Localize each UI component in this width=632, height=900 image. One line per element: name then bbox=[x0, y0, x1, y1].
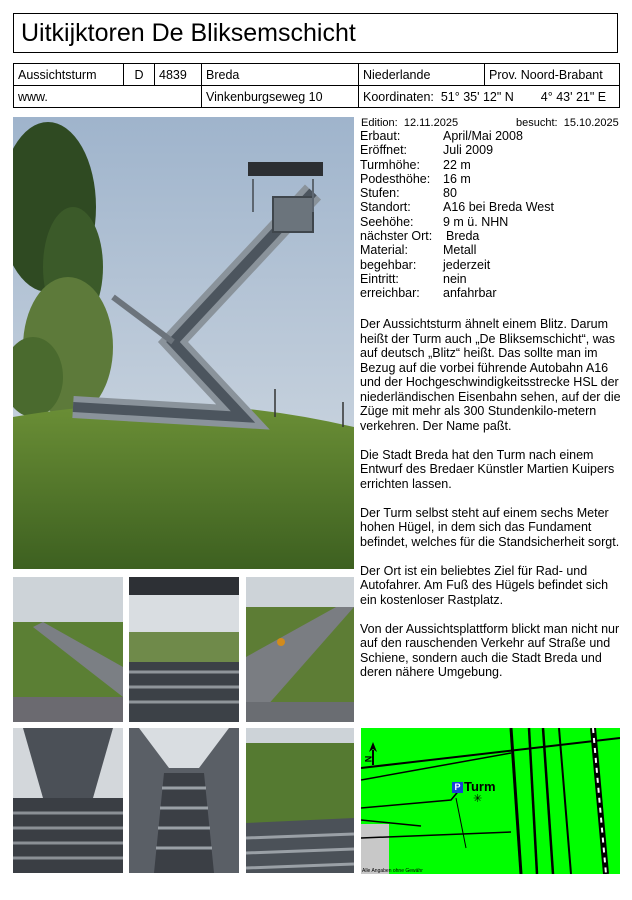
description-paragraph: Der Turm selbst steht auf einem sechs Meter hohen Hügel, in dem sich das Fundament befindet, welches für die Standsicherheit sorgt. bbox=[360, 505, 620, 549]
description bbox=[360, 317, 622, 694]
fact-row: erreichbar: anfahrbar bbox=[360, 286, 497, 301]
description-paragraph: Der Ort ist ein beliebtes Ziel für Rad- und Autofahrer. Am Fuß des Hügels befindet sich ein kostenloser Rastplatz. bbox=[360, 563, 609, 607]
province: Prov. Noord-Brabant bbox=[485, 64, 620, 86]
fact-row: Stufen: 80 bbox=[360, 186, 457, 201]
edition-label: Edition: bbox=[361, 117, 398, 129]
visited-date: 15.10.2025 bbox=[563, 117, 619, 129]
fact-row: Eintritt: nein bbox=[360, 271, 467, 286]
thumbnail-photo bbox=[13, 577, 123, 722]
fact-row: Erbaut: April/Mai 2008 bbox=[360, 129, 523, 143]
website[interactable]: www. bbox=[14, 86, 202, 108]
info-header-table bbox=[13, 63, 620, 108]
page-title: Uitkijktoren De Bliksemschicht bbox=[13, 13, 618, 53]
tower-type: Aussichtsturm bbox=[14, 64, 124, 86]
description-paragraph: Der Aussichtsturm ähnelt einem Blitz. Darum heißt der Turm auch „De Bliksemschicht“, was auf deutsch „Blitz“ heißt. Das sollte man im Bezug auf die vorbei führende Autobahn A16 und der Hochgeschwindigkeitsstrecke HSL der niederländischen Eisenbahn sehen, auf der die Züge mit mehr als 300 Stundenkilo-metern verkehren. Der Name paßt. bbox=[360, 317, 621, 433]
location-map bbox=[361, 728, 620, 874]
fact-row: nächster Ort: Breda bbox=[360, 229, 480, 244]
tower-label: Turm bbox=[464, 779, 496, 794]
parking-icon: P bbox=[452, 782, 463, 793]
city: Breda bbox=[202, 64, 359, 86]
fact-row: Turmhöhe: 22 m bbox=[360, 157, 471, 172]
fact-row: Seehöhe: 9 m ü. NHN bbox=[360, 214, 509, 229]
description-paragraph: Die Stadt Breda hat den Turm nach einem Entwurf des Bredaer Künstler Martien Kuipers errichten lassen. bbox=[360, 447, 615, 491]
visited-label: besucht: bbox=[516, 117, 558, 129]
fact-row: Podesthöhe: 16 m bbox=[360, 171, 471, 186]
coord-lon: 4° 43' 21" E bbox=[540, 89, 607, 104]
fact-row: Material: Metall bbox=[360, 243, 477, 258]
facts-list bbox=[360, 129, 554, 301]
thumbnail-photo bbox=[246, 728, 354, 873]
street: Vinkenburgseweg 10 bbox=[202, 86, 359, 108]
main-photo bbox=[13, 117, 354, 569]
country: Niederlande bbox=[359, 64, 485, 86]
edition bbox=[361, 117, 458, 129]
fact-row: begehbar: jederzeit bbox=[360, 257, 491, 272]
tower-marker-icon: ✳ bbox=[473, 793, 483, 805]
coordinates bbox=[359, 86, 620, 108]
thumbnail-photo bbox=[129, 577, 239, 722]
coord-label: Koordinaten: bbox=[363, 89, 434, 104]
map-disclaimer: Alle Angaben ohne Gewähr bbox=[362, 868, 423, 874]
coord-lat: 51° 35' 12" N bbox=[440, 89, 514, 104]
description-paragraph: Von der Aussichtsplattform blickt man nicht nur auf den rauschenden Verkehr auf Straße und Schiene, sondern auch die Stadt Breda und deren nähere Umgebung. bbox=[360, 621, 620, 679]
country-code: D bbox=[124, 64, 155, 86]
visited bbox=[516, 117, 619, 129]
thumbnail-photo bbox=[129, 728, 239, 873]
edition-date: 12.11.2025 bbox=[403, 117, 459, 129]
postal-code: 4839 bbox=[155, 64, 202, 86]
thumbnail-photo bbox=[246, 577, 354, 722]
thumbnail-photo bbox=[13, 728, 123, 873]
fact-row: Eröffnet: Juli 2009 bbox=[360, 143, 494, 158]
north-label: N bbox=[363, 755, 374, 763]
fact-row: Standort: A16 bei Breda West bbox=[360, 200, 554, 215]
